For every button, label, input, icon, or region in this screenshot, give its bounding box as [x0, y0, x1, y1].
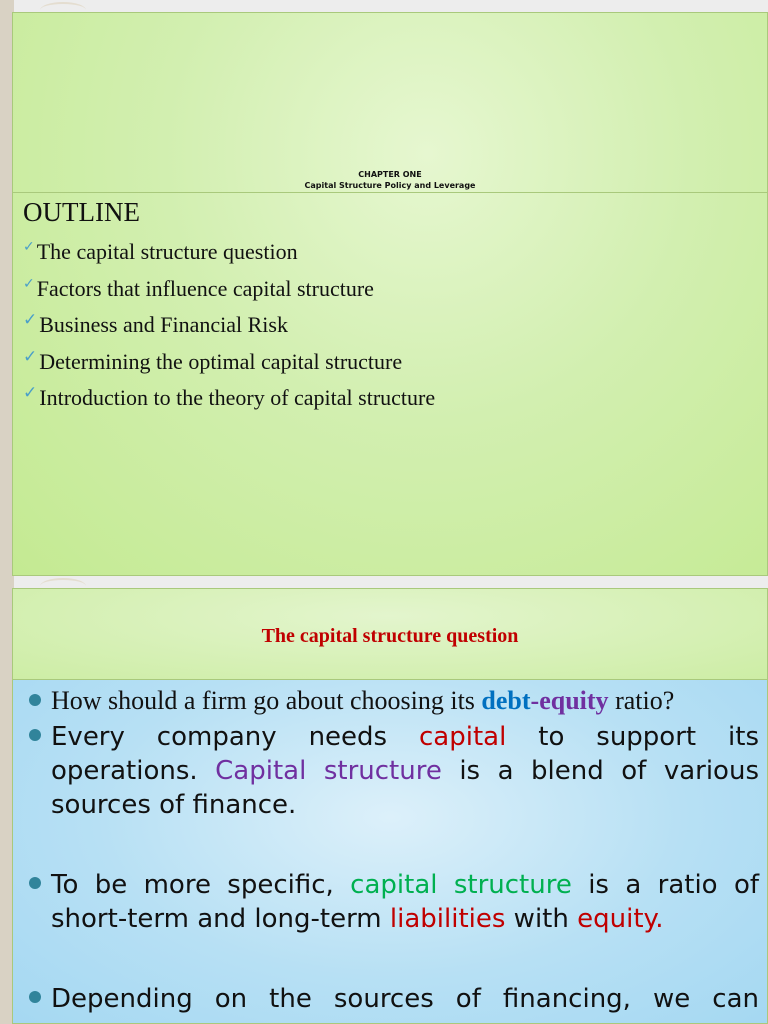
- bullet-dot-icon: [29, 694, 41, 706]
- outline-item-label: Business and Financial Risk: [39, 312, 288, 337]
- slide-capital-structure-question: [12, 588, 768, 1024]
- term-capital: capital: [419, 722, 507, 752]
- outline-item-label: Introduction to the theory of capital structure: [39, 385, 436, 410]
- chapter-subtitle: Capital Structure Policy and Leverage: [304, 181, 476, 190]
- outline-item: [23, 346, 435, 386]
- outline-list: [23, 239, 435, 422]
- outline-item-label: Factors that influence capital structure: [36, 275, 374, 301]
- chapter-number: CHAPTER ONE: [358, 170, 422, 179]
- outline-heading: OUTLINE: [23, 197, 140, 227]
- term-capital-structure-green: capital structure: [350, 870, 572, 900]
- checkmark-icon: ✓: [23, 310, 38, 330]
- checkmark-icon: ✓: [23, 383, 38, 403]
- bullet-item-sources: Depending on the sources of financing, we can: [27, 982, 759, 1016]
- outline-item: [23, 385, 435, 422]
- term-capital-structure: Capital structure: [215, 756, 442, 786]
- slide2-body: [13, 680, 767, 1023]
- bullet-item-capital: Every company needs capital to support its operations. Capital structure is a blend of various sources of finance.: [27, 720, 759, 822]
- bullet-list: [27, 684, 759, 1016]
- bullet-item-ratio: To be more specific, capital structure is a ratio of short-term and long-term liabilities with equity.: [27, 868, 759, 936]
- slide-outline: [12, 12, 768, 576]
- outline-item: [23, 239, 435, 276]
- term-equity-red: equity.: [577, 904, 664, 934]
- checkmark-icon: ✓: [23, 239, 35, 255]
- outline-item: [23, 312, 435, 349]
- slide2-title: The capital structure question: [261, 625, 519, 647]
- title-divider: [13, 192, 767, 193]
- bullet-dot-icon: [29, 991, 41, 1003]
- term-equity: equity: [539, 686, 609, 715]
- slide2-header: [13, 589, 767, 680]
- checkmark-icon: ✓: [23, 346, 38, 367]
- term-debt: debt: [481, 686, 531, 715]
- bullet-dot-icon: [29, 877, 41, 889]
- bullet-dot-icon: [29, 729, 41, 741]
- outline-item: [23, 276, 435, 313]
- checkmark-icon: ✓: [23, 275, 35, 292]
- term-liabilities: liabilities: [389, 904, 506, 934]
- outline-item-label: Determining the optimal capital structure: [39, 348, 403, 374]
- outline-item-label: The capital structure question: [36, 239, 298, 264]
- chapter-title: [13, 169, 767, 191]
- bullet-item-debt-equity: How should a firm go about choosing its debt-equity ratio?: [27, 684, 759, 718]
